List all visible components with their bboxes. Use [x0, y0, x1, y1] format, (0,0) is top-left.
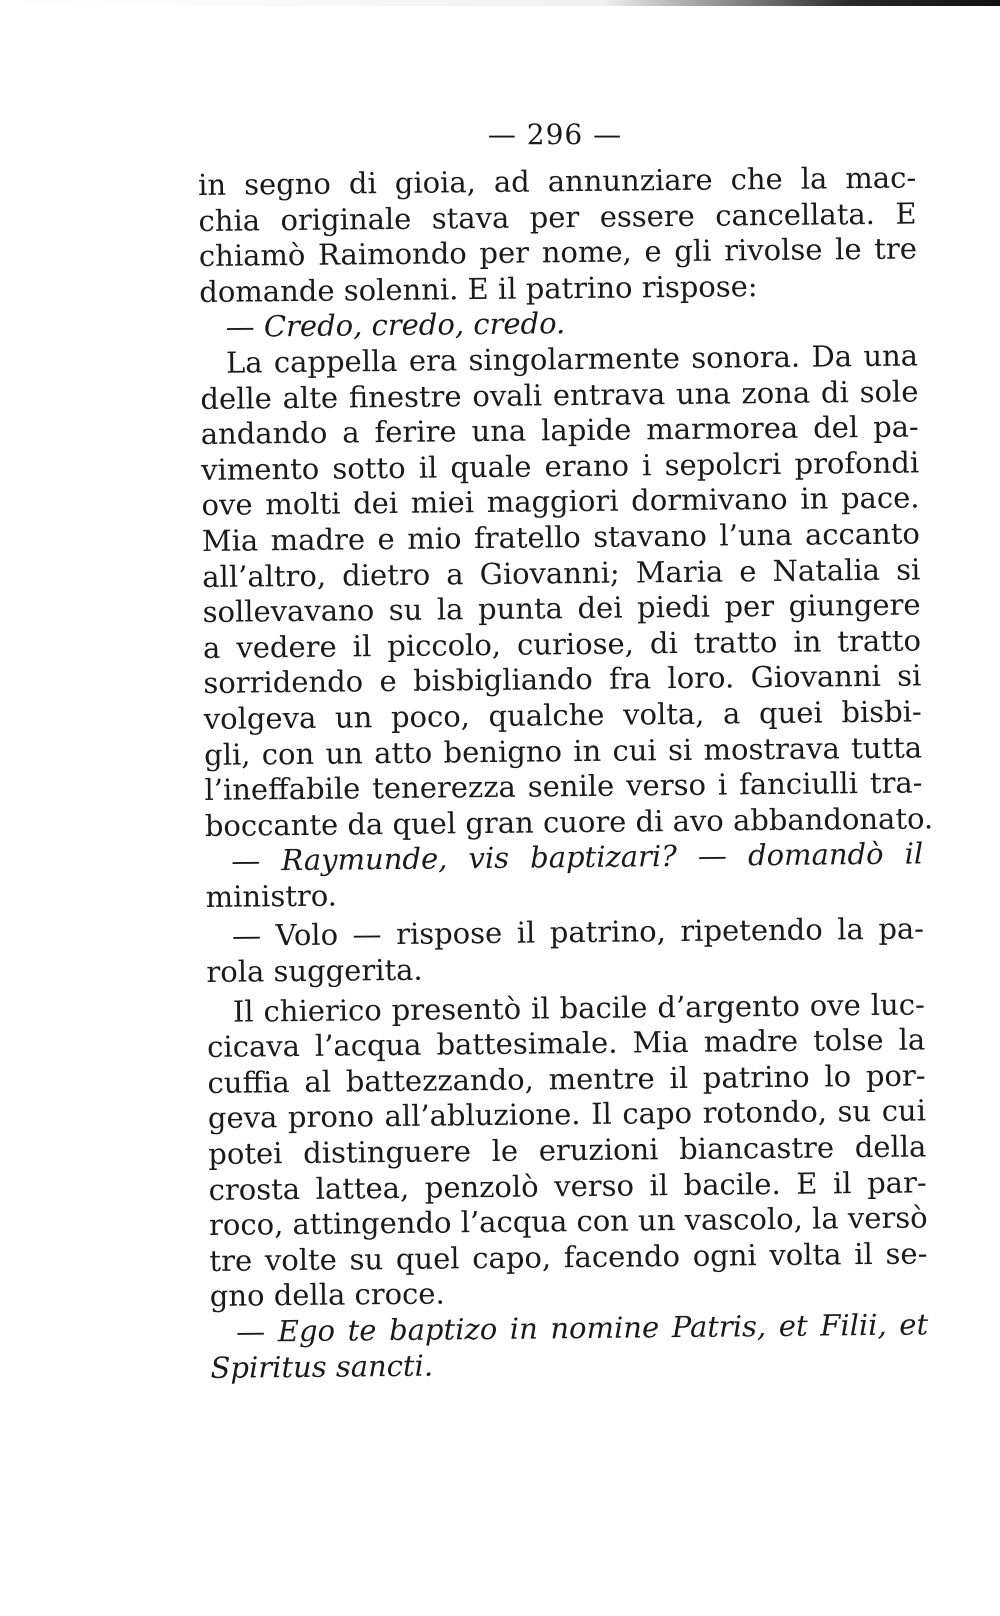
text-line: vimento sotto il quale erano i sepolcri profondi: [200, 445, 920, 487]
text-line: ministro.: [205, 878, 338, 914]
text-line: Il chierico presentò il bacile d’argento ove luc-: [232, 987, 925, 1029]
text-line: sorridendo e bisbigliando fra loro. Giovanni si: [203, 658, 922, 701]
dialogue-line: — Volo — rispose il patrino, ripetendo la pa-: [231, 911, 925, 954]
text-line: l’ineffabile tenerezza senile verso i fanciulli tra-: [204, 765, 923, 808]
latin-formula-line: Spiritus sancti.: [210, 1348, 434, 1385]
text-line: cicava l’acqua battesimale. Mia madre tolse la: [207, 1022, 926, 1065]
text-line: andando a ferire una lapide marmorea del pa-: [200, 409, 919, 452]
text-line: a vedere il piccolo, curiose, di tratto in tratto: [202, 623, 922, 665]
text-line: potei distinguere le eruzioni biancastre della: [208, 1129, 927, 1171]
text-line: domande solenni. E il patrino rispose:: [199, 268, 758, 309]
text-line: chia originale stava per essere cancellata. E: [198, 196, 917, 238]
text-line: boccante da quel gran cuore di avo abbandonato.: [204, 801, 934, 843]
text-line: sollevavano su la punta dei piedi per giungere: [202, 587, 921, 630]
text-line: La cappella era singolarmente sonora. Da una: [225, 338, 919, 380]
page-number: — 296 —: [487, 118, 623, 151]
text-line: crosta lattea, penzolò verso il bacile. E il par-: [208, 1165, 927, 1207]
text-line: tre volte su quel capo, facendo ogni volta il se-: [209, 1236, 928, 1278]
text-line: all’altro, dietro a Giovanni; Maria e Natalia si: [202, 551, 921, 594]
text-line: gli, con un atto benigno in cui si mostrava tutta: [203, 729, 923, 772]
page-edge-shadow: [0, 0, 1000, 6]
text-line: cuffia al battezzando, mentre il patrino lo por-: [207, 1058, 926, 1100]
dialogue-line: — Raymunde, vis baptizari? — domandò il: [231, 836, 924, 878]
text-line: geva prono all’abluzione. Il capo rotondo, su cui: [207, 1093, 927, 1136]
text-line: delle alte finestre ovali entrava una zona di sole: [200, 374, 919, 416]
text-line: Mia madre e mio fratello stavano l’una accanto: [201, 516, 921, 558]
text-line: volgeva un poco, qualche volta, a quei bisbi-: [203, 694, 922, 736]
text-line: roco, attingendo l’acqua con un vascolo, la versò: [208, 1200, 928, 1243]
latin-formula-line: — Ego te baptizo in nomine Patris, et Filii, et: [236, 1307, 929, 1349]
text-line: ove molti dei miei maggiori dormivano in pace.: [201, 480, 920, 523]
text-line: in segno di gioia, ad annunziare che la mac-: [198, 160, 917, 202]
dialogue-line: — Credo, credo, credo.: [225, 306, 566, 345]
text-line: chiamò Raimondo per nome, e gli rivolse le tre: [198, 231, 918, 274]
text-line: gno della croce.: [209, 1276, 445, 1314]
page-text: [198, 160, 934, 1386]
text-line: rola suggerita.: [206, 952, 423, 990]
